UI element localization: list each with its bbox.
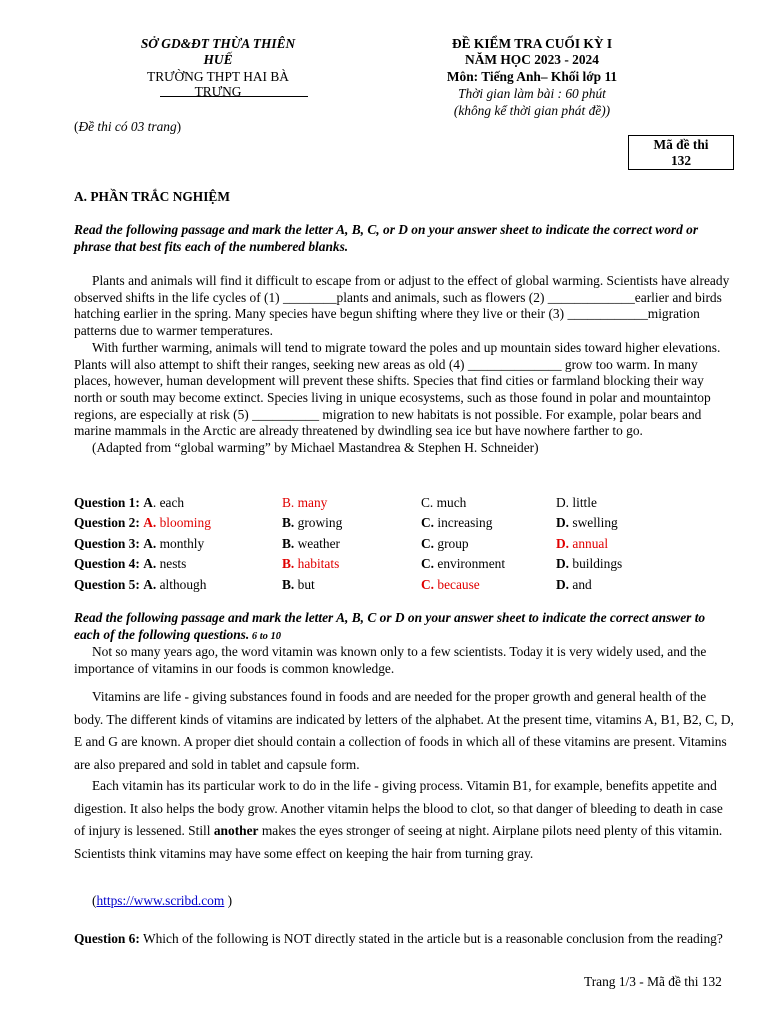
question-label: Question 1: xyxy=(74,495,140,510)
instruction-2: Read the following passage and mark the letter A, B, C or D on your answer sheet to indicate the correct answer to each of the following questions. 6 to 10 xyxy=(74,610,706,642)
option-c[interactable] xyxy=(421,495,466,511)
exam-time-note: (không kể thời gian phát đề)) xyxy=(453,103,611,118)
option-d-text: little xyxy=(569,495,597,510)
option-a[interactable] xyxy=(74,536,204,552)
passage-2-para-3: Each vitamin has its particular work to do in the life - giving process. Vitamin B1, for example, benefits appetite and digestion. It also helps the body grow. Another vitamin helps the blood to clot, so that danger of bleeding to death in case of injury is lessened. Still another makes the eyes stronger of seeing at night. Airplane pilots need plenty of this vitamin. Scientists think vitamins may have some effect on keeping the hair from turning gray. xyxy=(74,778,723,861)
passage-2-intro: Not so many years ago, the word vitamin was known only to a few scientists. Today it is very widely used, and the importance of vitamins in our foods is common knowledge. xyxy=(74,644,707,676)
option-c-text: environment xyxy=(434,556,506,571)
option-a-letter: A. xyxy=(143,515,157,530)
question-6 xyxy=(74,931,734,948)
option-a-text: . each xyxy=(152,495,185,510)
department-line2: HUẾ xyxy=(203,52,233,67)
option-d[interactable] xyxy=(556,495,597,511)
option-b-letter: B. xyxy=(282,515,295,530)
option-b-letter: B. xyxy=(282,577,295,592)
option-a-text: blooming xyxy=(156,515,211,530)
exam-code-box xyxy=(628,135,734,170)
page-count-note: (Đề thi có 03 trang) xyxy=(74,119,182,134)
option-c[interactable] xyxy=(421,577,480,593)
passage-1-para-2: With further warming, animals will tend to migrate toward the poles and up mountain sides toward higher elevations. Plants will also attempt to shift their ranges, seeking new areas as old (4) ______________ grow too warm. In many places, however, human development will prevent these shifts. Species that find cities or farmland blocking their way north or south may become extinct. Species living in unique ecosystems, such as those found in polar and mountaintop regions, are especially at risk (5) __________ migration to new habitats is not possible. For example, polar bears and marine mammals in the Arctic are already threatened by dwindling sea ice but have nowhere farther to go. xyxy=(74,339,721,439)
option-c-letter: C. xyxy=(421,536,435,551)
question-row xyxy=(74,536,734,556)
option-d[interactable] xyxy=(556,577,592,593)
source-link[interactable]: https://www.scribd.com xyxy=(96,893,225,908)
exam-year: NĂM HỌC 2023 - 2024 xyxy=(465,52,599,67)
header-underline xyxy=(160,96,308,97)
option-a-text: nests xyxy=(156,556,187,571)
option-b[interactable] xyxy=(282,556,339,572)
option-b[interactable] xyxy=(282,536,340,552)
option-a-letter: A. xyxy=(143,536,157,551)
option-a-letter: A. xyxy=(143,556,157,571)
option-b-text: habitats xyxy=(294,556,340,571)
question-6-label: Question 6: xyxy=(74,931,140,946)
option-c-letter: C. xyxy=(421,556,435,571)
question-label: Question 4: xyxy=(74,556,140,571)
exam-code: 132 xyxy=(670,153,692,168)
page-footer: Trang 1/3 - Mã đề thi 132 xyxy=(584,974,722,989)
option-a[interactable] xyxy=(74,556,186,572)
passage-2-para-2: Vitamins are life - giving substances found in foods and are needed for the proper growth and general health of the body. The different kinds of vitamins are indicated by letters of the alphabet. At the present time, vitamins A, B1, B2, C, D, E and G are known. A proper diet should contain a collection of foods in which all of these vitamins are present. Vitamins are also prepared and sold in tablet and capsule form. xyxy=(74,689,734,772)
exam-title: ĐỀ KIỂM TRA CUỐI KỲ I xyxy=(451,36,613,51)
option-c-text: much xyxy=(433,495,467,510)
question-label: Question 2: xyxy=(74,515,140,530)
option-b[interactable] xyxy=(282,515,342,531)
option-a-text: monthly xyxy=(156,536,205,551)
option-d-letter: D. xyxy=(556,577,570,592)
header-right xyxy=(400,36,664,119)
option-a[interactable] xyxy=(74,577,206,593)
option-c-letter: C. xyxy=(421,495,434,510)
option-b-text: but xyxy=(294,577,315,592)
option-d[interactable] xyxy=(556,515,618,531)
option-b[interactable] xyxy=(282,577,315,593)
option-d[interactable] xyxy=(556,536,608,552)
option-c[interactable] xyxy=(421,536,469,552)
question-6-text: Which of the following is NOT directly stated in the article but is a reasonable conclusion from the reading? xyxy=(139,931,723,946)
option-c-text: increasing xyxy=(434,515,493,530)
department-line1: SỞ GD&ĐT THỪA THIÊN xyxy=(140,36,296,51)
option-d-text: and xyxy=(569,577,592,592)
option-c[interactable] xyxy=(421,556,505,572)
option-c-text: group xyxy=(434,536,469,551)
exam-code-label: Mã đề thi xyxy=(653,137,709,152)
school-line1: TRƯỜNG THPT HAI BÀ xyxy=(147,69,289,84)
option-b-letter: B. xyxy=(282,495,295,510)
option-a-text: although xyxy=(156,577,207,592)
option-d-text: buildings xyxy=(569,556,623,571)
question-row xyxy=(74,577,734,597)
option-b-letter: B. xyxy=(282,536,295,551)
instruction-1: Read the following passage and mark the letter A, B, C, or D on your answer sheet to indicate the correct word or phrase that best fits each of the numbered blanks. xyxy=(74,222,699,254)
section-title: A. PHẦN TRẮC NGHIỆM xyxy=(74,189,230,204)
passage-1-para-1: Plants and animals will find it difficult to escape from or adjust to the effect of global warming. Scientists have already observed shifts in the life cycles of (1) ________plants and animals, such as flowers (2) _____________earlier and birds hatching earlier in the spring. Many species have begun shifting where they live or their (3) ____________migration patterns due to warmer temperatures. xyxy=(74,273,730,339)
question-row xyxy=(74,556,734,576)
question-label: Question 5: xyxy=(74,577,140,592)
option-c-text: because xyxy=(434,577,480,592)
school-line2: TRƯNG xyxy=(194,85,242,96)
option-c-letter: C. xyxy=(421,515,435,530)
question-label: Question 3: xyxy=(74,536,140,551)
option-a[interactable] xyxy=(74,495,184,511)
option-c[interactable] xyxy=(421,515,492,531)
option-d-letter: D. xyxy=(556,495,570,510)
passage-1 xyxy=(74,273,734,457)
option-c-letter: C. xyxy=(421,577,435,592)
question-row xyxy=(74,495,734,515)
option-b[interactable] xyxy=(282,495,327,511)
source-line: (https://www.scribd.com ) xyxy=(92,893,233,908)
option-d[interactable] xyxy=(556,556,622,572)
option-a-letter: A. xyxy=(143,577,157,592)
exam-time: Thời gian làm bài : 60 phút xyxy=(458,86,606,101)
option-d-text: swelling xyxy=(569,515,618,530)
option-b-text: many xyxy=(294,495,328,510)
exam-subject: Môn: Tiếng Anh– Khối lớp 11 xyxy=(446,69,618,84)
option-b-letter: B. xyxy=(282,556,295,571)
passage-1-citation: (Adapted from “global warming” by Michael Mastandrea & Stephen H. Schneider) xyxy=(92,440,539,456)
option-b-text: growing xyxy=(294,515,343,530)
option-a[interactable] xyxy=(74,515,211,531)
option-d-letter: D. xyxy=(556,515,570,530)
option-a-letter: A xyxy=(143,495,153,510)
option-d-letter: D. xyxy=(556,536,570,551)
header-left xyxy=(100,36,336,96)
question-row xyxy=(74,515,734,535)
option-d-letter: D. xyxy=(556,556,570,571)
option-b-text: weather xyxy=(294,536,341,551)
option-d-text: annual xyxy=(569,536,609,551)
